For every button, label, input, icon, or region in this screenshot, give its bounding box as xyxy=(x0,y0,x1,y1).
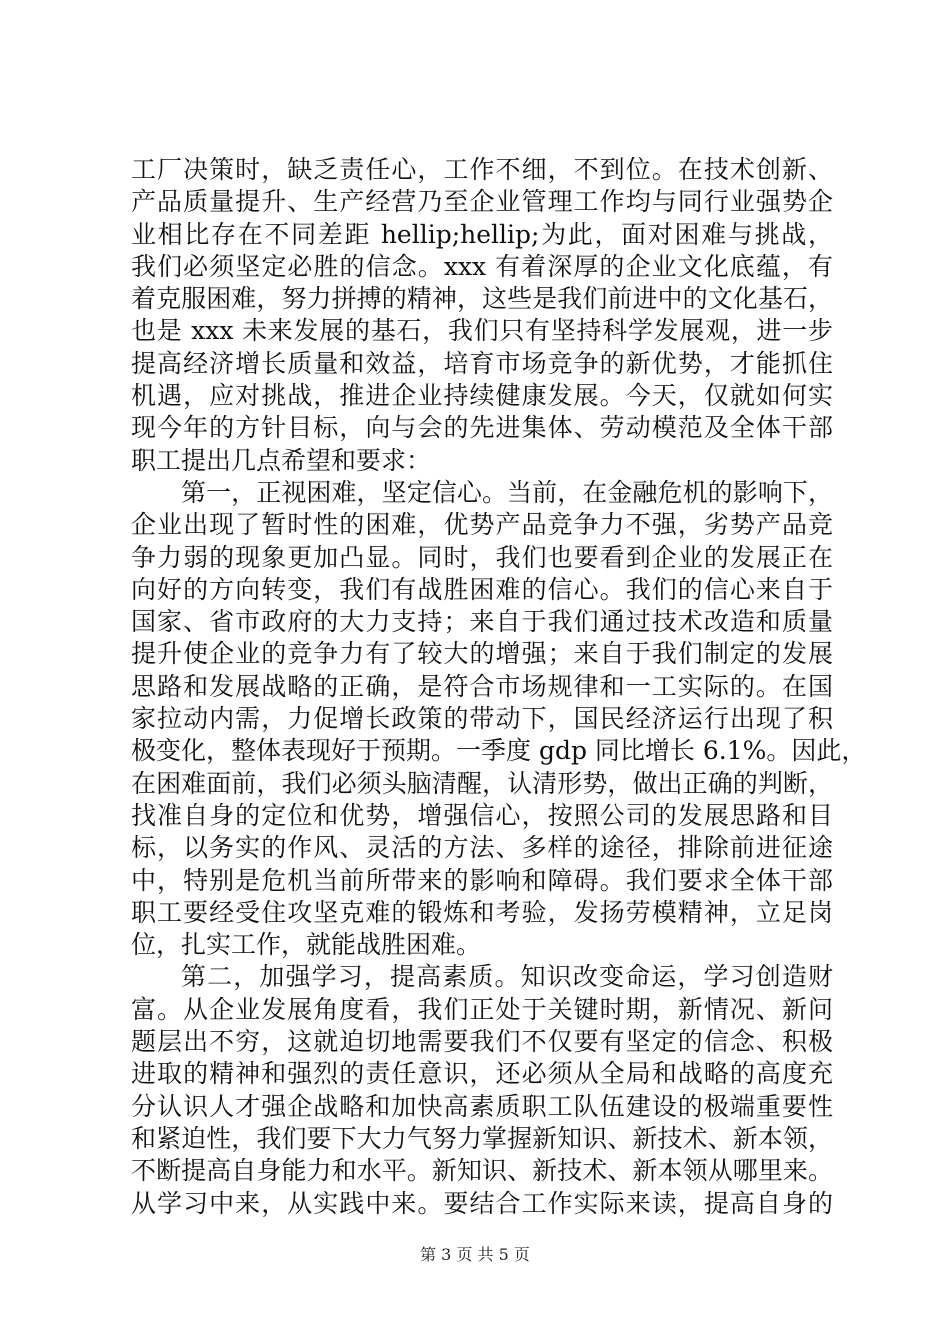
text-line: 第二，加强学习，提高素质。知识改变命运，学习创造财 xyxy=(181,962,833,992)
text-line: 和紧迫性，我们要下大力气努力掌握新知识、新技术、新本领， xyxy=(131,1123,833,1153)
text-line: 分认识人才强企战略和加快高素质职工队伍建设的极端重要性 xyxy=(131,1091,833,1121)
text-line: 思路和发展战略的正确，是符合市场规律和一工实际的。在国 xyxy=(131,671,833,701)
text-line: 标，以务实的作风、灵活的方法、多样的途径，排除前进征途 xyxy=(131,833,833,863)
text-line: 机遇，应对挑战，推进企业持续健康发展。今天，仅就如何实 xyxy=(131,381,833,411)
text-line: 题层出不穷，这就迫切地需要我们不仅要有坚定的信念、积极 xyxy=(131,1027,833,1057)
text-line: 家拉动内需，力促增长政策的带动下，国民经济运行出现了积 xyxy=(131,704,833,734)
text-line: 我们必须坚定必胜的信念。xxx 有着深厚的企业文化底蕴，有 xyxy=(131,251,833,281)
text-line: 不断提高自身能力和水平。新知识、新技术、新本领从哪里来。 xyxy=(131,1156,833,1186)
text-line: 职工提出几点希望和要求： xyxy=(131,445,432,475)
text-line: 在困难面前，我们必须头脑清醒，认清形势，做出正确的判断， xyxy=(131,768,833,798)
text-line: 提升使企业的竞争力有了较大的增强；来自于我们制定的发展 xyxy=(131,639,833,669)
text-line: 富。从企业发展角度看，我们正处于关键时期，新情况、新问 xyxy=(131,994,833,1024)
text-line: 现今年的方针目标，向与会的先进集体、劳动模范及全体干部 xyxy=(131,413,833,443)
text-line: 第一，正视困难，坚定信心。当前，在金融危机的影响下， xyxy=(181,477,833,507)
text-line: 争力弱的现象更加凸显。同时，我们也要看到企业的发展正在 xyxy=(131,542,833,572)
text-line: 国家、省市政府的大力支持；来自于我们通过技术改造和质量 xyxy=(131,607,833,637)
text-line: 产品质量提升、生产经营乃至企业管理工作均与同行业强势企 xyxy=(131,187,833,217)
text-line: 企业出现了暂时性的困难，优势产品竞争力不强，劣势产品竞 xyxy=(131,510,833,540)
text-line: 提高经济增长质量和效益，培育市场竞争的新优势，才能抓住 xyxy=(131,348,833,378)
text-line: 着克服困难，努力拼搏的精神，这些是我们前进中的文化基石， xyxy=(131,284,833,314)
page-footer: 第 3 页 共 5 页 xyxy=(420,1245,530,1264)
text-line: 中，特别是危机当前所带来的影响和障碍。我们要求全体干部 xyxy=(131,865,833,895)
text-line: 职工要经受住攻坚克难的锻炼和考验，发扬劳模精神，立足岗 xyxy=(131,897,833,927)
text-line: 工厂决策时，缺乏责任心，工作不细，不到位。在技术创新、 xyxy=(131,155,833,184)
text-line: 找准自身的定位和优势，增强信心，按照公司的发展思路和目 xyxy=(131,800,833,830)
text-line: 极变化，整体表现好于预期。一季度 gdp 同比增长 6.1%。因此， xyxy=(131,736,867,766)
text-line: 从学习中来，从实践中来。要结合工作实际来读，提高自身的 xyxy=(131,1188,833,1218)
text-line: 位，扎实工作，就能战胜困难。 xyxy=(131,930,482,960)
text-line: 也是 xxx 未来发展的基石，我们只有坚持科学发展观，进一步 xyxy=(131,316,833,346)
text-line: 进取的精神和强烈的责任意识，还必须从全局和战略的高度充 xyxy=(131,1059,833,1089)
document-body xyxy=(131,154,867,1220)
text-line: 向好的方向转变，我们有战胜困难的信心。我们的信心来自于 xyxy=(131,574,833,604)
text-line: 业相比存在不同差距 hellip;hellip;为此，面对困难与挑战， xyxy=(131,219,833,249)
